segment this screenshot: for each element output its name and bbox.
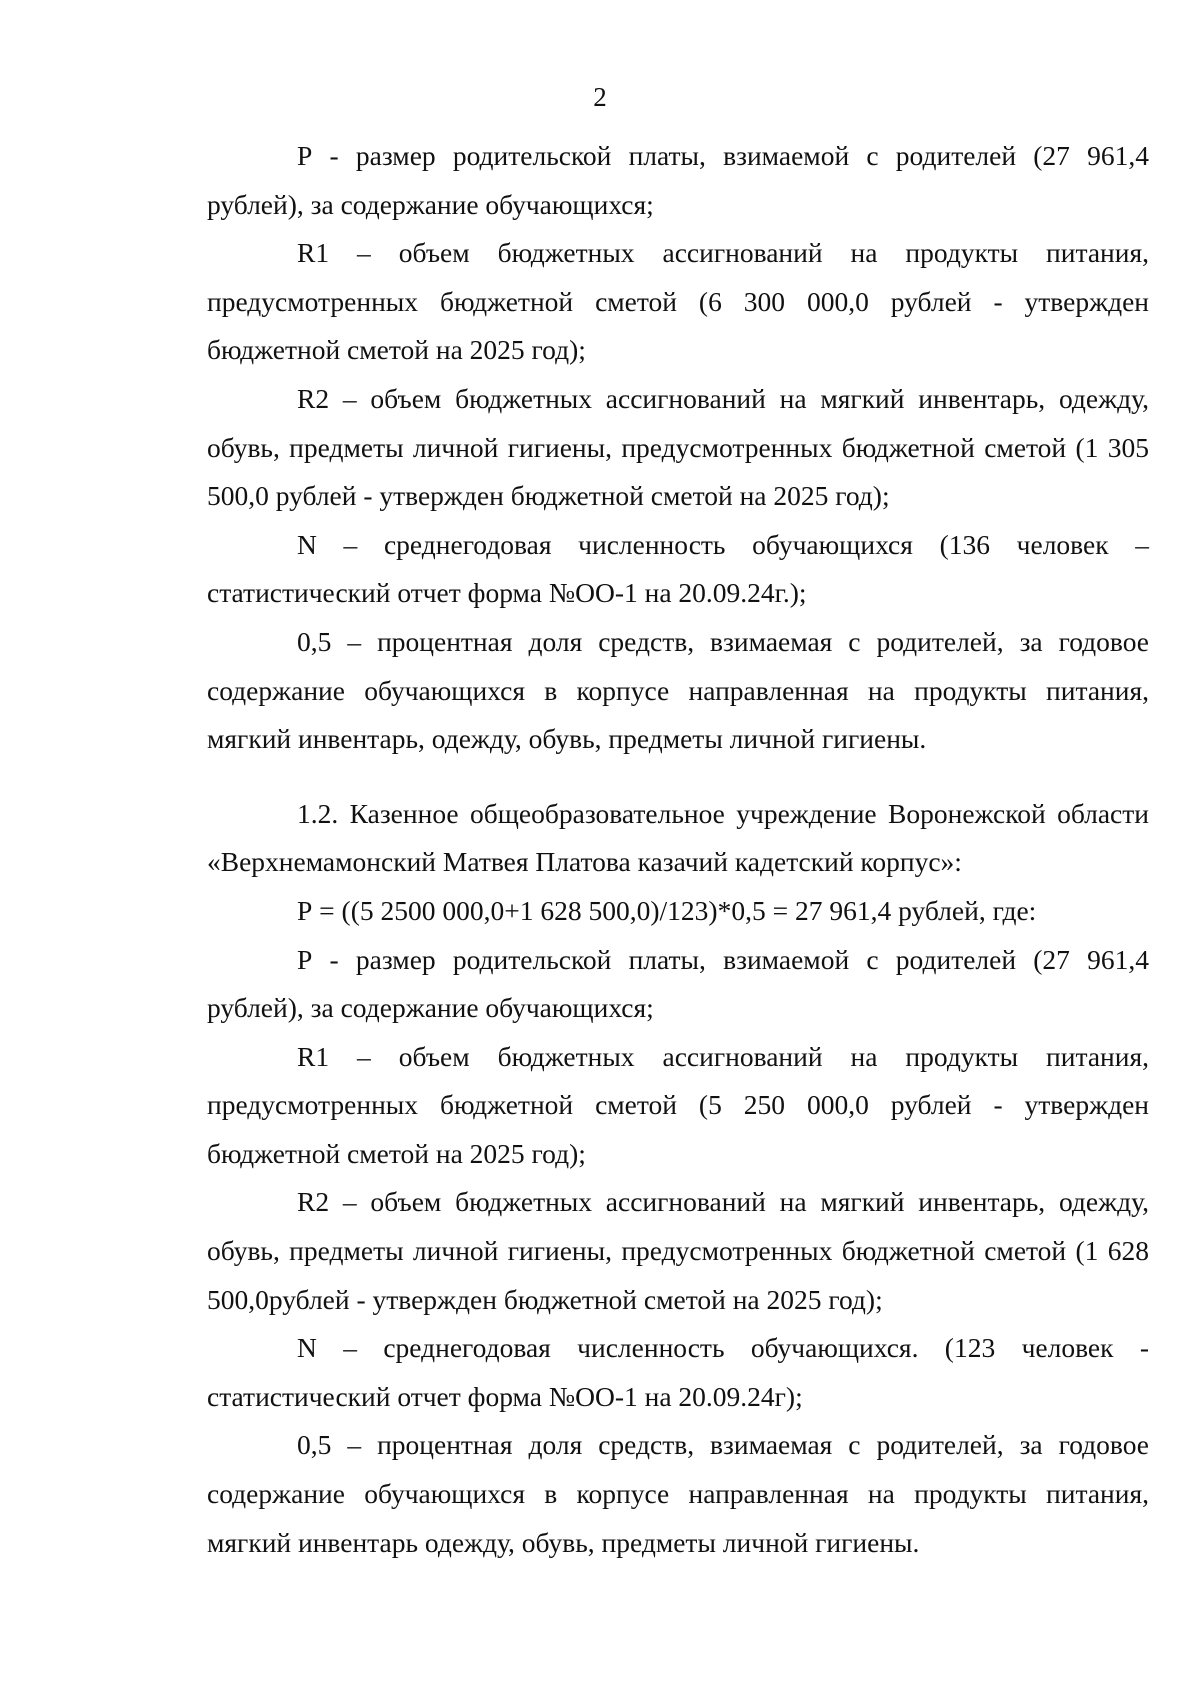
section-1-1-share-definition: 0,5 – процентная доля средств, взимаемая с родителей, за годовое содержание обучающихся в корпусе направленная на продукты питания, мягкий инвентарь, одежду, обувь, предметы личной гигиены.: [207, 625, 1149, 755]
section-1-1-r1-definition: R1 – объем бюджетных ассигнований на продукты питания, предусмотренных бюджетной сметой (6 300 000,0 рублей - утвержден бюджетной сметой на 2025 год);: [207, 237, 1149, 366]
section-1-2-n-definition: N – среднегодовая численность обучающихся. (123 человек - статистический отчет форма №ОО-1 на 20.09.24г);: [207, 1332, 1149, 1412]
section-1-2-r2-definition: R2 – объем бюджетных ассигнований на мягкий инвентарь, одежду, обувь, предметы личной гигиены, предусмотренных бюджетной сметой (1 628 500,0рублей - утвержден бюджетной сметой на 2025 год);: [207, 1186, 1149, 1315]
page-number: 2: [593, 82, 607, 112]
document-body: [207, 132, 1149, 1567]
section-1-2-share-definition: 0,5 – процентная доля средств, взимаемая с родителей, за годовое содержание обучающихся в корпусе направленная на продукты питания, мягкий инвентарь одежду, обувь, предметы личной гигиены.: [207, 1429, 1149, 1558]
section-1-1-n-definition: N – среднегодовая численность обучающихся (136 человек – статистический отчет форма №ОО-1 на 20.09.24г.);: [207, 528, 1149, 609]
section-1-2-formula: Р = ((5 2500 000,0+1 628 500,0)/123)*0,5 = 27 961,4 рублей, где:: [297, 894, 1037, 926]
section-1-1-p-definition: Р - размер родительской платы, взимаемой с родителей (27 961,4 рублей), за содержание обучающихся;: [207, 140, 1149, 220]
section-1-2-p-definition: Р - размер родительской платы, взимаемой с родителей (27 961,4 рублей), за содержание обучающихся;: [207, 943, 1149, 1024]
section-1-2-r1-definition: R1 – объем бюджетных ассигнований на продукты питания, предусмотренных бюджетной сметой (5 250 000,0 рублей - утвержден бюджетной сметой на 2025 год);: [207, 1040, 1149, 1169]
section-gap: [207, 764, 1149, 790]
section-1-2-heading: 1.2. Казенное общеобразовательное учреждение Воронежской области «Верхнемамонский Матвея Платова казачий кадетский корпус»:: [207, 797, 1149, 878]
section-1-1-r2-definition: R2 – объем бюджетных ассигнований на мягкий инвентарь, одежду, обувь, предметы личной гигиены, предусмотренных бюджетной сметой (1 305 500,0 рублей - утвержден бюджетной сметой на 2025 год);: [207, 382, 1149, 512]
